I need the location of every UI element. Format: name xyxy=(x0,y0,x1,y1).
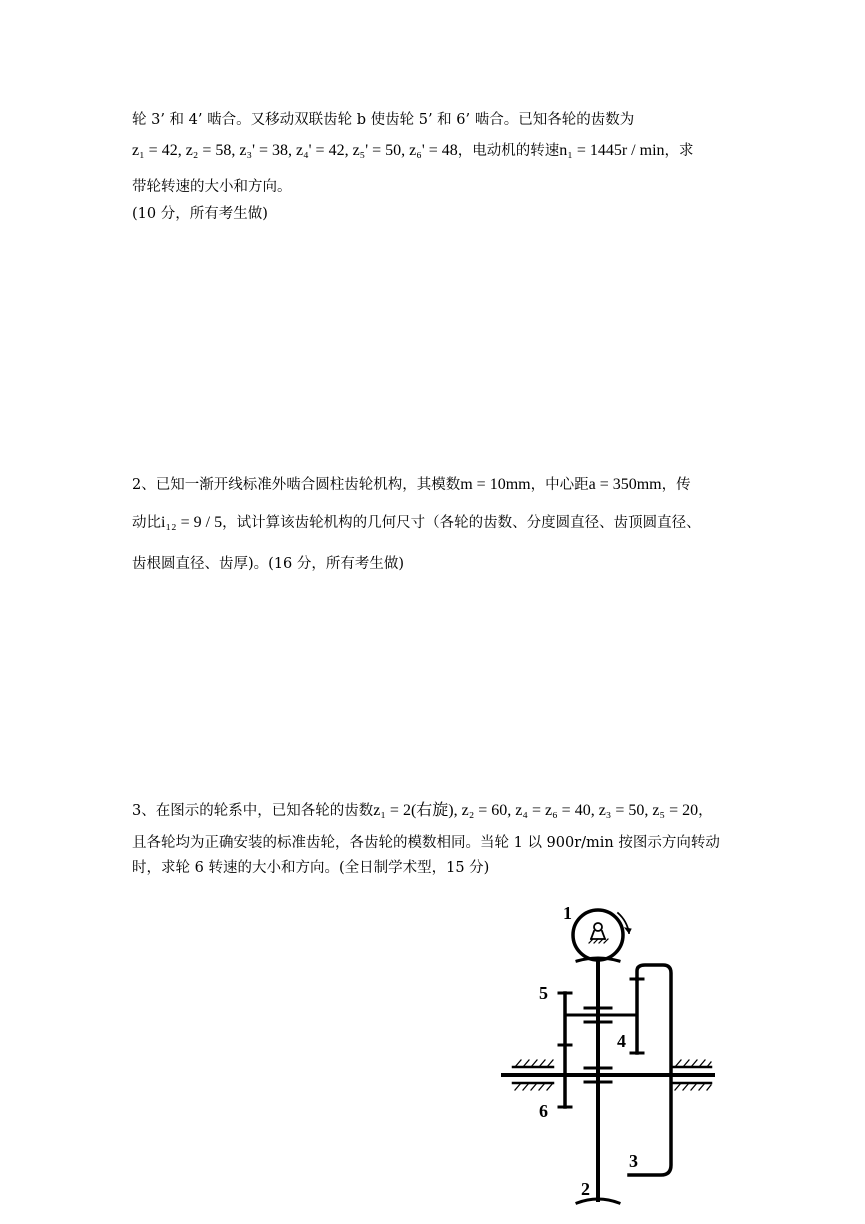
p2-task: ，试计算该齿轮机构的几何尺寸（各轮的齿数、分度圆直径、齿顶圆直径、 xyxy=(222,515,701,531)
p1-line1: 轮 3’ 和 4’ 啮合。又移动双联齿轮 b 使齿轮 5’ 和 6’ 啮合。已知各轮的齿数为 xyxy=(132,112,635,128)
p2-module: m = 10mm xyxy=(460,476,531,493)
p2-line3: 齿根圆直径、齿厚)。(16 分，所有考生做) xyxy=(132,556,405,572)
p2-ratio-label: 动比 xyxy=(132,515,161,531)
p2-ratio: i₁₂ = 9 / 5 xyxy=(161,514,223,531)
p1-gear-teeth-formula: z₁ = 42, z₂ = 58, z₃' = 38, z₄' = 42, z₅' = 50, z₆' = 48 xyxy=(132,142,458,159)
p3-intro: 3、在图示的轮系中，已知各轮的齿数 xyxy=(132,803,374,819)
p2-center-distance: a = 350mm xyxy=(588,476,662,493)
label-gear-4: 4 xyxy=(617,1031,626,1051)
p2-intro: 2、已知一渐开线标准外啮合圆柱齿轮机构，其模数 xyxy=(132,477,461,493)
label-gear-2: 2 xyxy=(581,1179,590,1199)
label-gear-5: 5 xyxy=(539,983,548,1003)
p1-line2 xyxy=(132,139,694,160)
p3-line2: 且各轮均为正确安装的标准齿轮，各齿轮的模数相同。当轮 1 以 900r/min 按图示方向转动 xyxy=(132,835,720,851)
p1-motor-text: ，电动机的转速 xyxy=(457,143,560,159)
p1-line3: 带轮转速的大小和方向。 xyxy=(132,179,292,195)
label-gear-6: 6 xyxy=(539,1101,548,1121)
p2-line1-end: ，传 xyxy=(661,477,691,493)
label-gear-3: 3 xyxy=(629,1151,638,1171)
p1-score: (10 分，所有考生做) xyxy=(132,206,268,222)
p3-gear-teeth-formula: z₁ = 2(右旋), z₂ = 60, z₄ = z₆ = 40, z₃ = 50, z₅ = 20 xyxy=(373,802,699,819)
p2-line2 xyxy=(132,511,701,532)
p1-motor-speed: n₁ = 1445r / min xyxy=(559,142,665,159)
p3-line1-end: ， xyxy=(698,803,713,819)
worm-gear-1 xyxy=(573,910,623,960)
p3-line1 xyxy=(132,797,713,820)
p1-line2-end: ，求 xyxy=(664,143,694,159)
p3-line3: 时，求轮 6 转速的大小和方向。(全日制学术型，15 分) xyxy=(132,860,490,876)
label-gear-1: 1 xyxy=(563,903,572,923)
p2-center-label: ，中心距 xyxy=(530,477,589,493)
p2-line1 xyxy=(132,473,691,494)
gear-train-diagram xyxy=(495,895,720,1215)
